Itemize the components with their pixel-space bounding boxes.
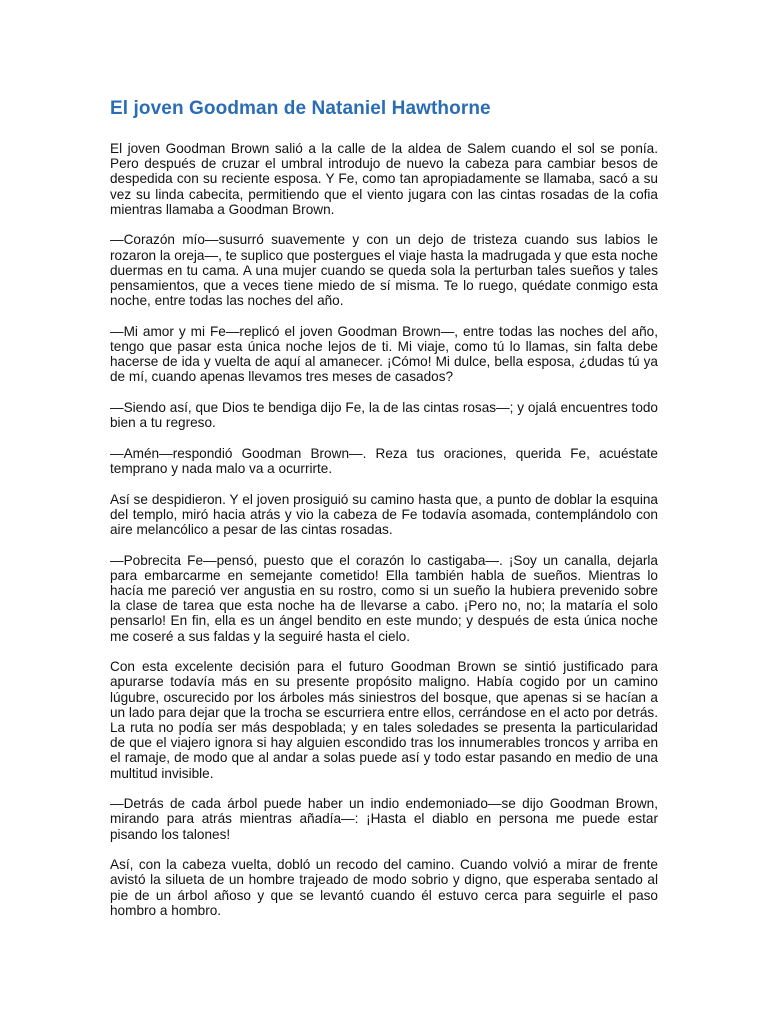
paragraph: —Siendo así, que Dios te bendiga dijo Fe, la de las cintas rosas—; y ojalá encuentres todo bien a tu regreso. — [110, 400, 658, 431]
document-page — [110, 96, 658, 933]
paragraph: —Pobrecita Fe—pensó, puesto que el corazón lo castigaba—. ¡Soy un canalla, dejarla para embarcarme en semejante cometido! Ella también habla de sueños. Mientras lo hacía me pareció ver angustia en su rostro, como si un sueño la hubiera prevenido sobre la clase de tarea que esta noche ha de llevarse a cabo. ¡Pero no, no; la mataría el solo pensarlo! En fin, ella es un ángel bendito en este mundo; y después de esta única noche me coseré a sus faldas y la seguiré hasta el cielo. — [110, 552, 658, 644]
paragraph: —Mi amor y mi Fe—replicó el joven Goodman Brown—, entre todas las noches del año, tengo que pasar esta única noche lejos de ti. Mi viaje, como tú lo llamas, sin falta debe hacerse de ida y vuelta de aquí al amanecer. ¡Cómo! Mi dulce, bella esposa, ¿dudas tú ya de mí, cuando apenas llevamos tres meses de casados? — [110, 323, 658, 385]
paragraph: El joven Goodman Brown salió a la calle de la aldea de Salem cuando el sol se ponía. Pero después de cruzar el umbral introdujo de nuevo la cabeza para cambiar besos de despedida con su reciente esposa. Y Fe, como tan apropiadamente se llamaba, sacó a su vez su linda cabecita, permitiendo que el viento jugara con las cintas rosadas de la cofia mientras llamaba a Goodman Brown. — [110, 141, 658, 217]
paragraph: Así se despidieron. Y el joven prosiguió su camino hasta que, a punto de doblar la esquina del templo, miró hacia atrás y vio la cabeza de Fe todavía asomada, contemplándolo con aire melancólico a pesar de las cintas rosadas. — [110, 491, 658, 538]
paragraph: Con esta excelente decisión para el futuro Goodman Brown se sintió justificado para apurarse todavía más en su presente propósito maligno. Había cogido por un camino lúgubre, oscurecido por los árboles más siniestros del bosque, que apenas si se hacían a un lado para dejar que la trocha se escurriera entre ellos, cerrándose en el acto por detrás. La ruta no podía ser más despoblada; y en tales soledades se presenta la particularidad de que el viajero ignora si hay alguien escondido tras los innumerables troncos y arriba en el ramaje, de modo que al andar a solas puede así y todo estar pasando en medio de una multitud invisible. — [110, 659, 658, 781]
paragraph: Así, con la cabeza vuelta, dobló un recodo del camino. Cuando volvió a mirar de frente avistó la silueta de un hombre trajeado de modo sobrio y digno, que esperaba sentado al pie de un árbol añoso y que se levantó cuando él estuvo cerca para seguirle el paso hombro a hombro. — [110, 857, 658, 918]
paragraph: —Amén—respondió Goodman Brown—. Reza tus oraciones, querida Fe, acuéstate temprano y nada malo va a ocurrirte. — [110, 445, 658, 477]
paragraph: —Corazón mío—susurró suavemente y con un dejo de tristeza cuando sus labios le rozaron la oreja—, te suplico que postergues el viaje hasta la madrugada y que esta noche duermas en tu cama. A una mujer cuando se queda sola la perturban tales sueños y tales pensamientos, que a veces tiene miedo de sí misma. Te lo ruego, quédate conmigo esta noche, entre todas las noches del año. — [110, 232, 658, 309]
paragraph: —Detrás de cada árbol puede haber un indio endemoniado—se dijo Goodman Brown, mirando para atrás mientras añadía—: ¡Hasta el diablo en persona me puede estar pisando los talones! — [110, 796, 658, 842]
document-title: El joven Goodman de Nataniel Hawthorne — [110, 98, 491, 119]
